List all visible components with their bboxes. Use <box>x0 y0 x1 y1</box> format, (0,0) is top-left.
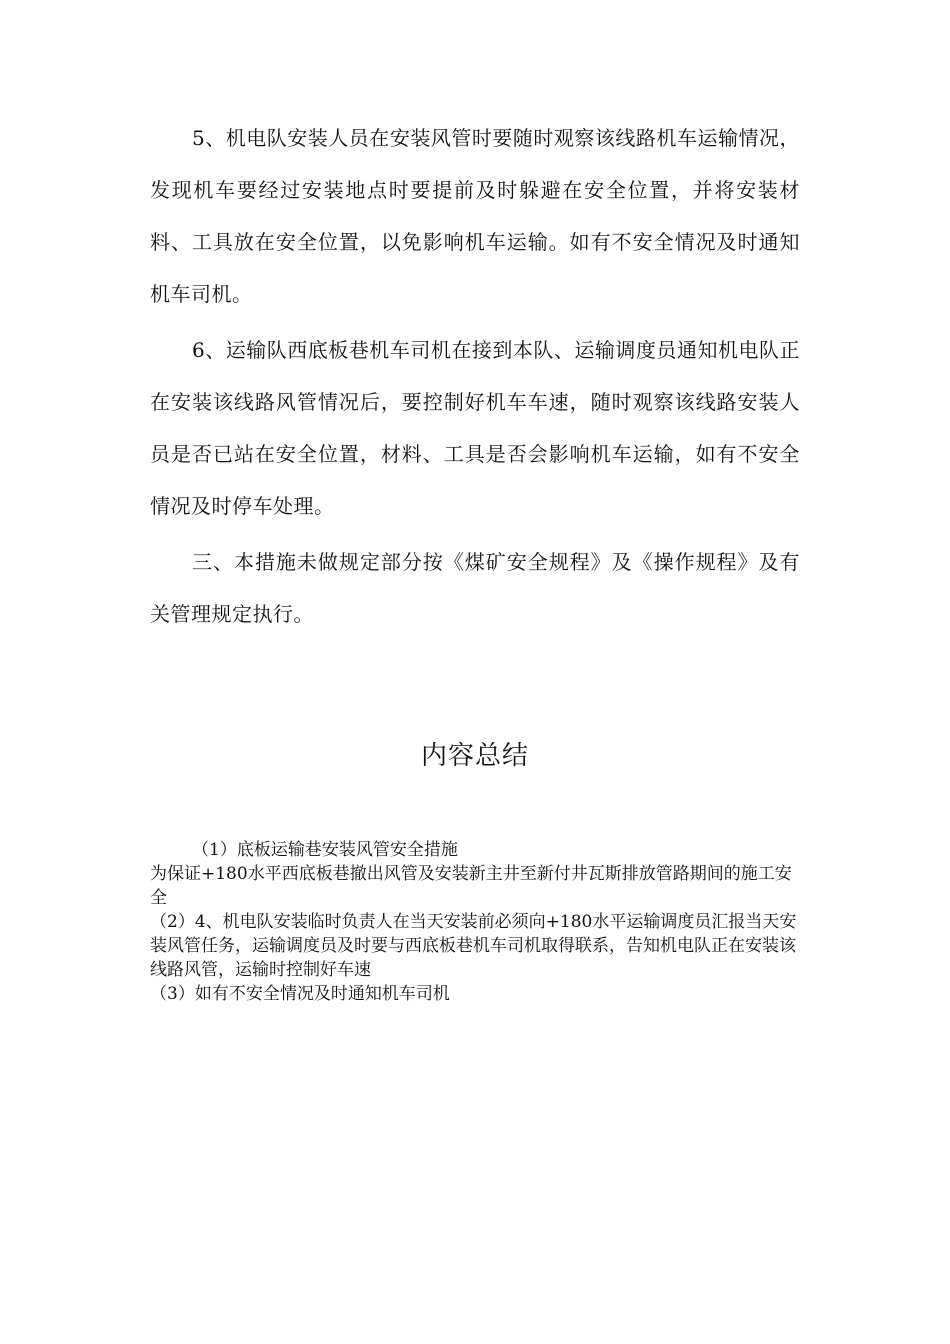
summary-line-3: （2）4、机电队安装临时负责人在当天安装前必须向+180水平运输调度员汇报当天安装风管任务，运输调度员及时要与西底板巷机车司机取得联系，告知机电队正在安装该线路风管，运输时控制好车速 <box>150 912 797 980</box>
summary-line-4: （3）如有不安全情况及时通知机车司机 <box>150 984 450 1004</box>
summary-line-1: （1）底板运输巷安装风管安全措施 <box>192 840 458 860</box>
summary-title: 内容总结 <box>420 741 529 771</box>
paragraph-3: 三、本措施未做规定部分按《煤矿安全规程》及《操作规程》及有关管理规定执行。 <box>150 550 800 626</box>
paragraph-6: 6、运输队西底板巷机车司机在接到本队、运输调度员通知机电队正在安装该线路风管情况后，要控制好机车车速，随时观察该线路安装人员是否已站在安全位置，材料、工具是否会影响机车运输，如有不安全情况及时停车处理。 <box>150 338 800 518</box>
summary-section <box>150 838 800 1006</box>
body-text <box>150 112 800 644</box>
summary-line-2: 为保证+180水平西底板巷撤出风管及安装新主井至新付井瓦斯排放管路期间的施工安全 <box>150 864 792 908</box>
paragraph-5: 5、机电队安装人员在安装风管时要随时观察该线路机车运输情况，发现机车要经过安装地点时要提前及时躲避在安全位置，并将安装材料、工具放在安全位置，以免影响机车运输。如有不安全情况及时通知机车司机。 <box>150 126 800 306</box>
